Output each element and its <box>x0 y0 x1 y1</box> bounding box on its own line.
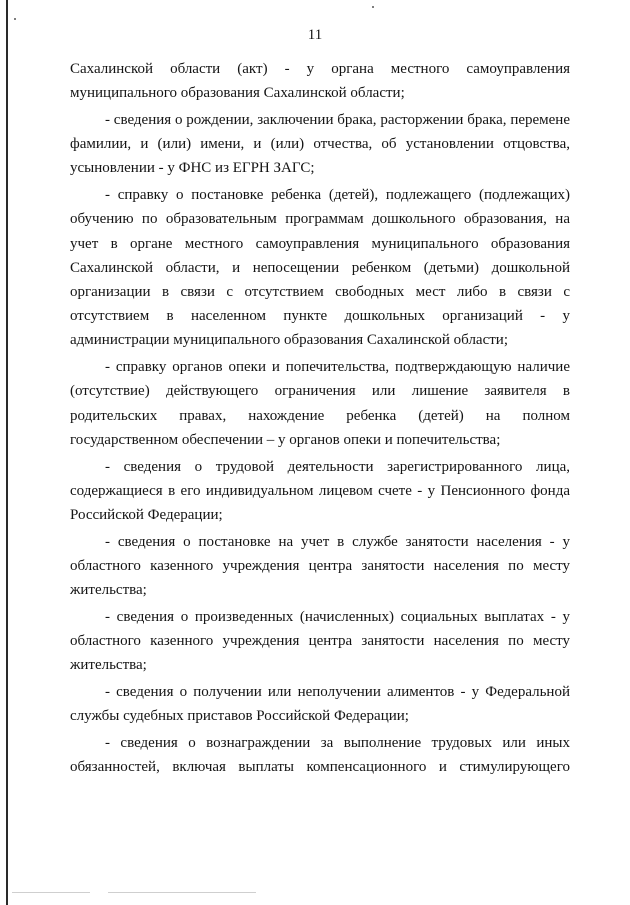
page-number: 11 <box>307 27 323 43</box>
paragraph: - сведения о постановке на учет в службе занятости населения - у областного казенного учреждения центра занятости населения по месту жительства; <box>70 533 570 599</box>
paragraph: - сведения о произведенных (начисленных) социальных выплатах - у областного казенного учреждения центра занятости населения по месту жительства; <box>70 609 570 674</box>
paragraph: - сведения о трудовой деятельности зарегистрированного лица, содержащиеся в его индивидуальном лицевом счете - у Пенсионного фонда Российской Федерации; <box>70 458 570 524</box>
scan-edge-line <box>6 0 8 905</box>
paragraph: - справку органов опеки и попечительства, подтверждающую наличие (отсутствие) действующего ограничения или лишение заявителя в родительских правах, нахождение ребенка (детей) на полном государственном обеспечении – у органов опеки и попечительства; <box>70 359 570 448</box>
paragraph: - сведения о рождении, заключении брака, расторжении брака, перемене фамилии, и (или) имени, и (или) отчества, об установлении отцовства, усыновлении - у ФНС из ЕГРН ЗАГС; <box>70 112 570 177</box>
footer-rule <box>108 892 256 893</box>
footer-rule <box>12 892 90 893</box>
scan-speck <box>372 6 374 8</box>
scan-speck <box>14 18 16 20</box>
paragraph: Сахалинской области (акт) - у органа местного самоуправления муниципального образования Сахалинской области; <box>70 61 570 102</box>
paragraph: - сведения о получении или неполучении алиментов - у Федеральной службы судебных приставов Российской Федерации; <box>70 684 570 725</box>
document-body <box>70 57 570 782</box>
paragraph: - сведения о вознаграждении за выполнение трудовых или иных обязанностей, включая выплаты компенсационного и стимулирующего <box>70 735 570 776</box>
paragraph: - справку о постановке ребенка (детей), подлежащего (подлежащих) обучению по образовательным программам дошкольного образования, на учет в органе местного самоуправления муниципального образования Сахалинской области, и непосещении ребенком (детьми) дошкольной организации в связи с отсутствием свободных мест либо в связи с отсутствием в населенном пункте дошкольных организаций - у администрации муниципального образования Сахалинской области; <box>70 187 570 349</box>
